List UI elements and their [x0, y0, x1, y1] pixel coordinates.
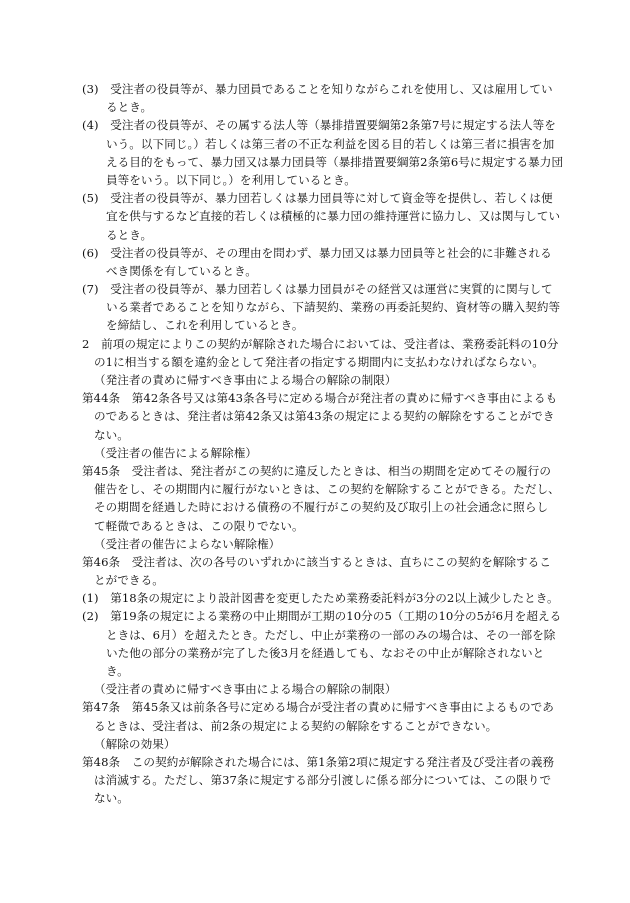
document-line: 2 前項の規定によりこの契約が解除された場合においては、受注者は、業務委託料の10分: [82, 336, 559, 351]
document-line: を締結し、これを利用しているとき。: [106, 318, 304, 333]
document-line: るときは、受注者は、前2条の規定による契約の解除をすることができない。: [94, 718, 498, 733]
document-line: の1に相当する額を違約金として発注者の指定する期間内に支払わなければならない。: [94, 354, 544, 369]
document-line: いう。以下同じ。）若しくは第三者の不正な利益を図る目的若しくは第三者に損害を加: [106, 136, 555, 151]
document-line: は消滅する。ただし、第37条に規定する部分引渡しに係る部分については、この限りで: [94, 773, 552, 788]
document-line: （発注者の責めに帰すべき事由による場合の解除の制限）: [94, 373, 397, 387]
document-line: 第47条 第45条又は前条各号に定める場合が受注者の責めに帰すべき事由によるものであ: [82, 700, 554, 715]
document-line: るとき。: [106, 100, 153, 115]
document-line: き。: [106, 664, 129, 678]
document-line: いる業者であることを知りながら、下請契約、業務の再委託契約、資材等の購入契約等: [106, 300, 561, 315]
document-line: (2) 第19条の規定による業務の中止期間が工期の10分の5（工期の10分の5が6月を超える: [82, 609, 562, 624]
document-line: いた他の部分の業務が完了した後3月を経過しても、なおその中止が解除されないと: [106, 645, 545, 660]
document-line: (3) 受注者の役員等が、暴力団員であることを知りながらこれを使用し、又は雇用してい: [82, 82, 553, 96]
document-line: (1) 第18条の規定により設計図書を変更したため業務委託料が3分の2以上減少したとき。: [82, 591, 559, 606]
document-line: (6) 受注者の役員等が、その理由を問わず、暴力団又は暴力団員等と社会的に非難される: [82, 245, 552, 260]
document-line: (7) 受注者の役員等が、暴力団若しくは暴力団員がその経営又は運営に実質的に関与して: [82, 282, 553, 297]
document-line: のであるときは、発注者は第42条又は第43条の規定による契約の解除をすることができ: [94, 409, 555, 424]
document-line: (4) 受注者の役員等が、その属する法人等（暴排措置要綱第2条第7号に規定する法人等を: [82, 118, 556, 133]
document-line: ない。: [94, 427, 129, 442]
document-line: その期間を経過した時における債務の不履行がこの契約及び取引上の社会通念に照らし: [94, 500, 549, 515]
document-line: 第48条 この契約が解除された場合には、第1条第2項に規定する発注者及び受注者の義務: [82, 754, 555, 769]
document-line: るとき。: [106, 227, 153, 242]
document-line: べき関係を有しているとき。: [106, 263, 257, 278]
document-line: （受注者の責めに帰すべき事由による場合の解除の制限）: [94, 682, 397, 697]
document-line: （受注者の催告によらない解除権）: [94, 536, 281, 551]
document-line: 第46条 受注者は、次の各号のいずれかに該当するときは、直ちにこの契約を解除するこ: [82, 554, 551, 569]
document-line: て軽微であるときは、この限りでない。: [94, 518, 304, 533]
document-line: 第45条 受注者は、発注者がこの契約に違反したときは、相当の期間を定めてその履行の: [82, 463, 551, 478]
document-line: (5) 受注者の役員等が、暴力団若しくは暴力団員等に対して資金等を提供し、若しくは便: [82, 191, 553, 206]
document-line: ときは、6月）を超えたとき。ただし、中止が業務の一部のみの場合は、その一部を除: [106, 627, 556, 642]
document-line: 催告をし、その期間内に履行がないときは、この契約を解除することができる。ただし、: [94, 482, 560, 497]
document-line: （受注者の催告による解除権）: [94, 445, 258, 460]
document-line: （解除の効果）: [94, 736, 176, 751]
document-line: える目的をもって、暴力団又は暴力団員等（暴排措置要綱第2条第6号に規定する暴力団: [106, 154, 564, 169]
document-line: とができる。: [94, 573, 164, 588]
document-line: 第44条 第42条各号又は第43条各号に定める場合が発注者の責めに帰すべき事由によるも: [82, 391, 558, 406]
document-line: ない。: [94, 791, 129, 806]
document-line: 宜を供与するなど直接的若しくは積極的に暴力団の維持運営に協力し、又は関与してい: [106, 209, 561, 224]
document-line: 員等をいう。以下同じ。）を利用しているとき。: [106, 172, 356, 187]
document-body: [82, 80, 564, 808]
